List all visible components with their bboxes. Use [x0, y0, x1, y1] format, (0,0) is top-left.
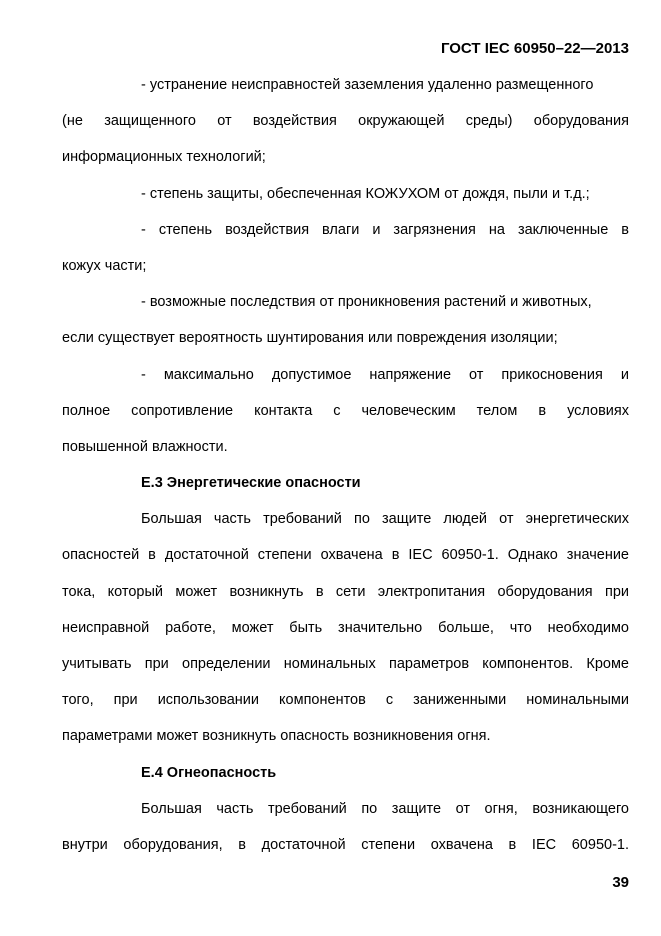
- text-line: (не защищенного от воздействия окружающей среды) оборудования: [62, 113, 629, 130]
- text-line: тока, который может возникнуть в сети электропитания оборудования при: [62, 583, 629, 600]
- page-body: [62, 67, 629, 863]
- text-line: - максимально допустимое напряжение от прикосновения и: [141, 366, 629, 383]
- text-line: информационных технологий;: [62, 149, 266, 166]
- text-line: - степень воздействия влаги и загрязнения на заключенные в: [141, 221, 629, 238]
- document-header: ГОСТ IEC 60950–22—2013: [440, 40, 629, 57]
- text-line: кожух части;: [62, 257, 147, 274]
- text-line: внутри оборудования, в достаточной степени охвачена в IEC 60950-1.: [62, 836, 629, 853]
- text-line: - степень защиты, обеспеченная КОЖУХОМ от дождя, пыли и т.д.;: [141, 185, 590, 202]
- text-line: - возможные последствия от проникновения растений и животных,: [141, 294, 592, 311]
- text-line: опасностей в достаточной степени охвачена в IEC 60950-1. Однако значение: [62, 547, 629, 564]
- text-line: Большая часть требований по защите от огня, возникающего: [141, 800, 629, 817]
- text-line: того, при использовании компонентов с заниженными номинальными: [62, 692, 629, 709]
- text-line: - устранение неисправностей заземления удаленно размещенного: [141, 77, 594, 93]
- text-line: если существует вероятность шунтирования или повреждения изоляции;: [62, 330, 558, 347]
- text-line: Большая часть требований по защите людей от энергетических: [141, 511, 629, 528]
- section-heading-e3: Е.3 Энергетические опасности: [141, 475, 361, 492]
- text-line: повышенной влажности.: [62, 438, 228, 455]
- text-line: полное сопротивление контакта с человеческим телом в условиях: [62, 402, 629, 419]
- page-number: 39: [612, 874, 629, 891]
- section-heading-e4: Е.4 Огнеопасность: [141, 764, 277, 781]
- text-line: параметрами может возникнуть опасность возникновения огня.: [62, 728, 491, 745]
- text-line: учитывать при определении номинальных параметров компонентов. Кроме: [62, 656, 629, 672]
- text-line: неисправной работе, может быть значительно больше, что необходимо: [62, 619, 629, 636]
